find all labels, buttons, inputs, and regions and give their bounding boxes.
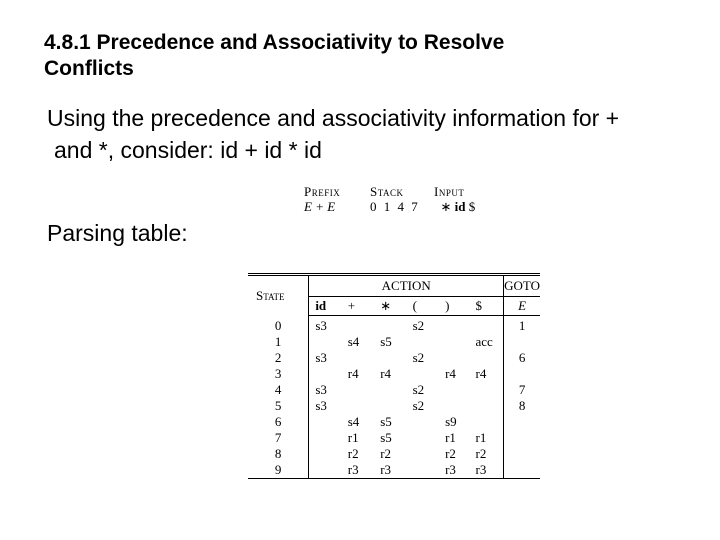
cell-dollar: r3 bbox=[472, 462, 504, 479]
cell-id bbox=[309, 366, 342, 382]
snapshot-input-end: $ bbox=[468, 199, 476, 214]
col-header-lparen: ( bbox=[407, 297, 439, 316]
cell-state: 4 bbox=[248, 382, 309, 398]
intro-line-1: Using the precedence and associativity information for + bbox=[47, 105, 620, 131]
cell-id bbox=[309, 414, 342, 430]
table-row bbox=[248, 398, 540, 414]
snapshot-prefix: E + E bbox=[304, 199, 336, 214]
col-header-id: id bbox=[309, 297, 342, 316]
col-header-dollar: $ bbox=[472, 297, 504, 316]
cell-dollar: acc bbox=[472, 334, 504, 350]
cell-rparen bbox=[439, 334, 471, 350]
cell-dollar: r4 bbox=[472, 366, 504, 382]
snapshot-header-row bbox=[304, 184, 483, 199]
cell-plus bbox=[342, 316, 374, 335]
table-row bbox=[248, 414, 540, 430]
cell-dollar: r1 bbox=[472, 430, 504, 446]
cell-goto-e bbox=[504, 414, 540, 430]
cell-plus: r1 bbox=[347, 430, 359, 445]
cell-dollar bbox=[472, 350, 504, 366]
cell-plus bbox=[342, 398, 374, 414]
cell-state: 2 bbox=[248, 350, 309, 366]
cell-rparen: r1 bbox=[445, 430, 456, 445]
cell-star bbox=[374, 350, 406, 366]
table-row bbox=[248, 366, 540, 382]
cell-star: s5 bbox=[380, 334, 392, 349]
cell-goto-e: 8 bbox=[518, 398, 526, 413]
cell-lparen bbox=[407, 446, 439, 462]
cell-star bbox=[374, 382, 406, 398]
table-row bbox=[248, 350, 540, 366]
cell-id bbox=[309, 334, 342, 350]
cell-rparen: s9 bbox=[445, 414, 457, 429]
cell-rparen: r3 bbox=[439, 462, 471, 479]
snapshot-value-row bbox=[304, 199, 483, 214]
cell-star: r3 bbox=[374, 462, 406, 479]
cell-id bbox=[309, 446, 342, 462]
snapshot-header-input: Input bbox=[434, 184, 465, 199]
stack-snapshot-table bbox=[304, 184, 483, 214]
slide-title bbox=[44, 30, 504, 82]
state-header: State bbox=[248, 276, 309, 316]
cell-lparen bbox=[407, 414, 439, 430]
cell-state: 6 bbox=[248, 414, 309, 430]
cell-star: r2 bbox=[380, 446, 392, 461]
parsing-table bbox=[248, 273, 540, 479]
cell-dollar bbox=[472, 382, 504, 398]
snapshot-header-prefix: Prefix bbox=[304, 184, 341, 199]
table-row bbox=[248, 334, 540, 350]
table-row bbox=[248, 382, 540, 398]
group-header-row bbox=[248, 276, 540, 297]
cell-plus: r3 bbox=[342, 462, 374, 479]
slide-title-line-1: 4.8.1 Precedence and Associativity to Resolve bbox=[44, 31, 505, 54]
cell-id: s3 bbox=[315, 350, 327, 365]
col-header-rparen: ) bbox=[439, 297, 471, 316]
table-row bbox=[248, 446, 540, 462]
cell-lparen bbox=[407, 430, 439, 446]
snapshot-input bbox=[434, 199, 483, 214]
cell-dollar bbox=[472, 414, 504, 430]
cell-plus: r4 bbox=[347, 366, 359, 381]
cell-lparen: s2 bbox=[412, 350, 425, 365]
cell-state: 9 bbox=[248, 462, 309, 479]
col-header-e: E bbox=[504, 297, 540, 316]
cell-state: 0 bbox=[248, 316, 309, 335]
cell-goto-e: 1 bbox=[518, 318, 526, 333]
cell-goto-e bbox=[504, 462, 540, 479]
snapshot-header-stack: Stack bbox=[370, 184, 404, 199]
cell-goto-e: 7 bbox=[518, 382, 526, 397]
cell-rparen: r2 bbox=[445, 446, 456, 461]
cell-state: 3 bbox=[248, 366, 309, 382]
cell-star: s5 bbox=[380, 430, 392, 445]
cell-goto-e bbox=[504, 334, 540, 350]
cell-rparen bbox=[439, 398, 471, 414]
cell-dollar bbox=[472, 398, 504, 414]
cell-plus bbox=[342, 350, 374, 366]
table-row bbox=[248, 316, 540, 335]
cell-star: r4 bbox=[380, 366, 392, 381]
cell-lparen bbox=[407, 462, 439, 479]
table-row bbox=[248, 462, 540, 479]
cell-id bbox=[309, 430, 342, 446]
parsing-table-label: Parsing table: bbox=[47, 220, 188, 246]
snapshot-stack: 0 1 4 7 bbox=[370, 199, 420, 214]
cell-plus bbox=[342, 382, 374, 398]
action-header: ACTION bbox=[309, 276, 504, 297]
cell-id: s3 bbox=[315, 382, 327, 397]
cell-plus: r2 bbox=[347, 446, 359, 461]
cell-goto-e bbox=[504, 430, 540, 446]
goto-header: GOTO bbox=[504, 278, 540, 293]
cell-rparen bbox=[439, 382, 471, 398]
cell-state: 1 bbox=[248, 334, 309, 350]
cell-plus: s4 bbox=[347, 334, 360, 349]
cell-goto-e bbox=[504, 366, 540, 382]
intro-text bbox=[47, 102, 619, 166]
cell-id: s3 bbox=[315, 318, 327, 333]
cell-lparen bbox=[407, 334, 439, 350]
cell-star: s5 bbox=[380, 414, 392, 429]
col-header-plus: + bbox=[342, 297, 374, 316]
cell-plus: s4 bbox=[347, 414, 360, 429]
cell-rparen: r4 bbox=[445, 366, 456, 381]
cell-rparen bbox=[439, 316, 471, 335]
cell-lparen bbox=[407, 366, 439, 382]
cell-dollar bbox=[472, 316, 504, 335]
cell-id bbox=[309, 462, 342, 479]
table-row bbox=[248, 430, 540, 446]
cell-goto-e: 6 bbox=[518, 350, 526, 365]
col-header-star: ∗ bbox=[374, 297, 406, 316]
cell-state: 7 bbox=[248, 430, 309, 446]
cell-dollar: r2 bbox=[472, 446, 504, 462]
snapshot-input-op: ∗ bbox=[440, 199, 452, 214]
cell-star bbox=[374, 316, 406, 335]
cell-star bbox=[374, 398, 406, 414]
cell-id: s3 bbox=[315, 398, 327, 413]
cell-lparen: s2 bbox=[412, 382, 425, 397]
cell-rparen bbox=[439, 350, 471, 366]
cell-state: 8 bbox=[248, 446, 309, 462]
cell-state: 5 bbox=[248, 398, 309, 414]
cell-goto-e bbox=[504, 446, 540, 462]
cell-lparen: s2 bbox=[412, 318, 425, 333]
cell-lparen: s2 bbox=[412, 398, 425, 413]
slide-title-line-2: Conflicts bbox=[44, 57, 134, 80]
snapshot-input-id: id bbox=[454, 199, 466, 214]
intro-line-2: and *, consider: id + id * id bbox=[54, 137, 322, 163]
parsing-table-body bbox=[248, 316, 540, 479]
